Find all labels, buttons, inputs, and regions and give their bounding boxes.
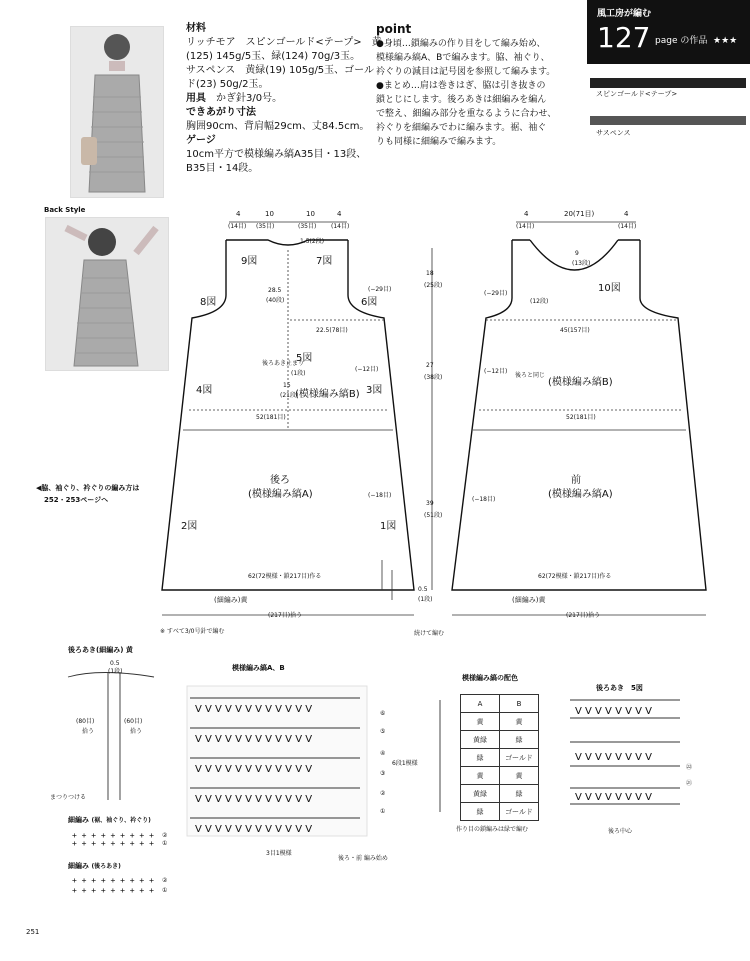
table-cell: 緑 xyxy=(500,785,539,803)
dim-label: (25段) xyxy=(424,282,443,289)
row-num: ㉒ xyxy=(686,764,693,771)
row-num: ① xyxy=(162,840,168,847)
dim-label: 4 xyxy=(524,210,529,218)
back-opening-title-text: 後ろあき xyxy=(68,646,96,654)
sc-sub: (裾、袖ぐり、衿ぐり) xyxy=(91,817,151,824)
table-cell: 緑 xyxy=(461,803,500,821)
fig-label: 1図 xyxy=(380,521,397,532)
dim-label: 45(157目) xyxy=(560,327,590,334)
row-num: ⑥ xyxy=(380,710,386,717)
sc-plus-row: + + + + + + + + + xyxy=(72,886,154,895)
stitch-v-mark: V V V V V V V V V V V V xyxy=(195,824,313,835)
dim-label: (−29目) xyxy=(368,286,392,293)
size-heading: できあがり寸法 xyxy=(186,107,256,118)
dim-label: (40段) xyxy=(266,297,285,304)
table-row xyxy=(461,731,539,749)
stitch-v-mark: V V V V V V V V V V V V xyxy=(195,794,313,805)
color-table xyxy=(460,694,539,821)
table-cell: 黄緑 xyxy=(461,785,500,803)
sc-plus-row: + + + + + + + + + xyxy=(72,839,154,848)
point-line: 衿ぐりの減目は記号図を参照して編みます。 xyxy=(376,67,556,77)
dim-label: 1.5(2段) xyxy=(300,238,325,245)
dim-label: (38段) xyxy=(424,374,443,381)
point-line: で整え、細編み部分を重なるように合わせ、 xyxy=(376,109,557,119)
badge-page-label: page の作品 xyxy=(655,36,708,46)
pattern-label: (模様編み縞A) xyxy=(248,489,313,500)
yarn1-label: スピンゴールド<テープ> xyxy=(596,90,678,98)
table-cell: ゴールド xyxy=(500,749,539,767)
dim-label: 52(181目) xyxy=(256,414,286,421)
fig-label: 9図 xyxy=(241,256,258,267)
hem-label xyxy=(214,596,247,605)
dim-label: (−12目) xyxy=(355,366,379,373)
dim-label: 0.5 xyxy=(418,586,428,593)
dim-label: (1段) xyxy=(108,668,123,675)
row-num: ② xyxy=(162,877,168,884)
hem-color: 黄 xyxy=(538,596,546,604)
point-heading: point xyxy=(376,22,412,36)
hem-color: 黄 xyxy=(240,596,248,604)
gauge-line: B35目・14段。 xyxy=(186,163,259,174)
row-num: ② xyxy=(380,790,386,797)
dim-label: 39 xyxy=(426,500,434,507)
stitch-v-mark: V V V V V V V V V V V V xyxy=(195,704,313,715)
row-num: ① xyxy=(380,808,386,815)
dim-label: (14目) xyxy=(331,223,350,230)
dim-label: (60目) xyxy=(124,718,143,725)
table-cell: 黄 xyxy=(461,713,500,731)
dim-label: 20(71目) xyxy=(564,210,595,218)
point-line: りも同様に細編みで編みます。 xyxy=(376,137,502,147)
dim-label: (1段) xyxy=(418,596,433,603)
row-num: ④ xyxy=(380,750,386,757)
table-row xyxy=(461,785,539,803)
stitch-v-mark: V V V V V V V V V V V V xyxy=(195,764,313,775)
materials-line: ド(23) 50g/2玉。 xyxy=(186,79,269,90)
dim-label: (35目) xyxy=(298,223,317,230)
piece-title: 後ろ xyxy=(270,475,290,486)
sc-plus-row: + + + + + + + + + xyxy=(72,876,154,885)
dim-label: (14目) xyxy=(618,223,637,230)
repeat-label: 6段1模様 xyxy=(392,760,418,767)
dim-label: 拾う xyxy=(82,728,95,735)
point-line: 衿ぐりを細編みでわに編みます。裾、袖ぐ xyxy=(376,123,547,133)
sc-title xyxy=(68,816,151,825)
materials-line: (125) 145g/5玉、緑(124) 70g/3玉。 xyxy=(186,51,361,62)
dim-label: (12段) xyxy=(530,298,549,305)
pattern-label: (模様編み縞A) xyxy=(548,489,613,500)
fig-label: 10図 xyxy=(598,283,621,294)
dim-label: 10 xyxy=(265,210,274,218)
continue-label: 続けて編む xyxy=(414,630,445,637)
dim-label: 62(72模様・鎖217目)作る xyxy=(538,573,612,580)
dim-label: 4 xyxy=(624,210,629,218)
dim-label: 52(181目) xyxy=(566,414,596,421)
fig-label: 5図 xyxy=(296,353,313,364)
dim-label: 15 xyxy=(283,382,291,389)
fig-label: 2図 xyxy=(181,521,198,532)
stitch-v-mark: V V V V V V V V xyxy=(575,706,652,717)
tools-text: かぎ針3/0号。 xyxy=(216,93,283,104)
sc-title xyxy=(68,862,121,871)
dim-label: 拾う xyxy=(130,728,143,735)
dim-label: (14目) xyxy=(516,223,535,230)
row-num: ② xyxy=(162,832,168,839)
sc-plus-row: + + + + + + + + + xyxy=(72,831,154,840)
dim-label: 0.5 xyxy=(110,660,120,667)
table-row xyxy=(461,749,539,767)
piece-title: 前 xyxy=(571,475,581,486)
hem-text: (細編み) xyxy=(512,596,539,604)
fig-label: 6図 xyxy=(361,297,378,308)
table-header: B xyxy=(500,695,539,713)
materials-line: リッチモア スピンゴールド<テープ> 黄 xyxy=(186,37,382,48)
dim-label: 後ろあき止まり xyxy=(262,360,305,367)
start-label: 後ろ・前 編み始め xyxy=(338,855,388,862)
back-opening-color: 黄 xyxy=(125,646,133,654)
badge-number: 127 xyxy=(597,21,651,54)
dim-label: 27 xyxy=(426,362,434,369)
point-line: ●まとめ…肩は巻きはぎ、脇は引き抜きの xyxy=(376,81,546,91)
center-label: 後ろ中心 xyxy=(608,828,633,835)
back-opening-title xyxy=(68,646,133,655)
table-cell: ゴールド xyxy=(500,803,539,821)
dim-label: (−18目) xyxy=(472,496,496,503)
hem-label xyxy=(512,596,545,605)
table-cell: 黄 xyxy=(500,767,539,785)
dim-label: 18 xyxy=(426,270,434,277)
stitch-v-mark: V V V V V V V V xyxy=(575,752,652,763)
dim-label: 9 xyxy=(575,250,579,257)
dim-label: 4 xyxy=(236,210,241,218)
dim-label: (21段) xyxy=(280,392,299,399)
fig-label: 7図 xyxy=(316,256,333,267)
dim-label: (14目) xyxy=(228,223,247,230)
dim-label: (−29目) xyxy=(484,290,508,297)
dim-label: (217目)拾う xyxy=(566,612,601,619)
back-style-label: Back Style xyxy=(44,206,86,214)
dim-label: まつりつける xyxy=(50,794,87,801)
point-line: 模様編み縞A、Bで編みます。脇、袖ぐり、 xyxy=(376,53,550,63)
yarn2-label: サスペンス xyxy=(596,129,631,137)
stitch-chart-title: 模様編み縞A、B xyxy=(232,664,285,672)
sc-title-text: 細編み xyxy=(68,816,89,824)
stitch-v-mark: V V V V V V V V V V V V xyxy=(195,734,313,745)
dim-label: (13段) xyxy=(572,260,591,267)
dim-label: (−18目) xyxy=(368,492,392,499)
reference-note: ◀脇、袖ぐり、衿ぐりの編み方は xyxy=(36,484,140,492)
fig-label: 3図 xyxy=(366,385,383,396)
table-row xyxy=(461,713,539,731)
pattern-label: (模様編み縞B) xyxy=(295,389,360,400)
row-num: ㉑ xyxy=(686,780,693,787)
table-cell: 黄 xyxy=(461,767,500,785)
point-line: ●身頃…鎖編みの作り目をして編み始め、 xyxy=(376,39,546,49)
dim-label: (217目)拾う xyxy=(268,612,303,619)
table-header: A xyxy=(461,695,500,713)
page-number: 251 xyxy=(26,928,40,936)
dim-label: (35目) xyxy=(256,223,275,230)
dim-label: 22.5(78目) xyxy=(316,327,348,334)
badge-stars: ★★★ xyxy=(713,36,738,46)
sc-sub: (後ろあき) xyxy=(91,863,121,870)
table-row xyxy=(461,695,539,713)
size-text: 胸囲90cm、背肩幅29cm、丈84.5cm。 xyxy=(186,121,370,132)
materials-line: サスペンス 黄緑(19) 105g/5玉、ゴール xyxy=(186,65,374,76)
table-cell: 黄 xyxy=(500,713,539,731)
repeat-label: 3目1模様 xyxy=(266,850,292,857)
dim-label: 62(72模様・鎖217目)作る xyxy=(248,573,322,580)
stitch-v-mark: V V V V V V V V xyxy=(575,792,652,803)
point-line: 鎖とじにします。後ろあきは細編みを編ん xyxy=(376,95,547,105)
reference-note: 252・253ページへ xyxy=(44,496,109,504)
table-cell: 黄緑 xyxy=(461,731,500,749)
table-row xyxy=(461,767,539,785)
dim-label: 4 xyxy=(337,210,342,218)
row-num: ① xyxy=(162,887,168,894)
dim-label: (80目) xyxy=(76,718,95,725)
dim-label: 後ろと同じ xyxy=(515,372,546,379)
hem-text: (細編み) xyxy=(214,596,241,604)
dim-label: (1段) xyxy=(291,370,306,377)
dim-label: (−12目) xyxy=(484,368,508,375)
pattern-label: (模様編み縞B) xyxy=(548,377,613,388)
footnote: ※ すべて3/0号針で編む xyxy=(160,628,225,635)
sc-title-text: 細編み xyxy=(68,862,89,870)
row-num: ⑤ xyxy=(380,728,386,735)
color-table-note: 作り目の鎖編みは緑で編む xyxy=(456,826,529,833)
fig5-title: 後ろあき 5図 xyxy=(596,684,643,692)
gauge-heading: ゲージ xyxy=(186,135,216,146)
badge-brand: 風工房が編む xyxy=(597,9,652,19)
table-cell: 緑 xyxy=(500,731,539,749)
tools-heading: 用具 xyxy=(186,93,206,104)
dim-label: 10 xyxy=(306,210,315,218)
gauge-line: 10cm平方で模様編み縞A35目・13段、 xyxy=(186,149,367,160)
fig-label: 8図 xyxy=(200,297,217,308)
materials-heading: 材料 xyxy=(186,23,206,34)
table-row xyxy=(461,803,539,821)
back-opening-sub: (細編み) xyxy=(96,646,124,654)
dim-label: (51段) xyxy=(424,512,443,519)
dim-label: 28.5 xyxy=(268,287,282,294)
row-num: ③ xyxy=(380,770,386,777)
color-table-title: 模様編み縞の配色 xyxy=(462,674,518,682)
fig-label: 4図 xyxy=(196,385,213,396)
table-cell: 緑 xyxy=(461,749,500,767)
